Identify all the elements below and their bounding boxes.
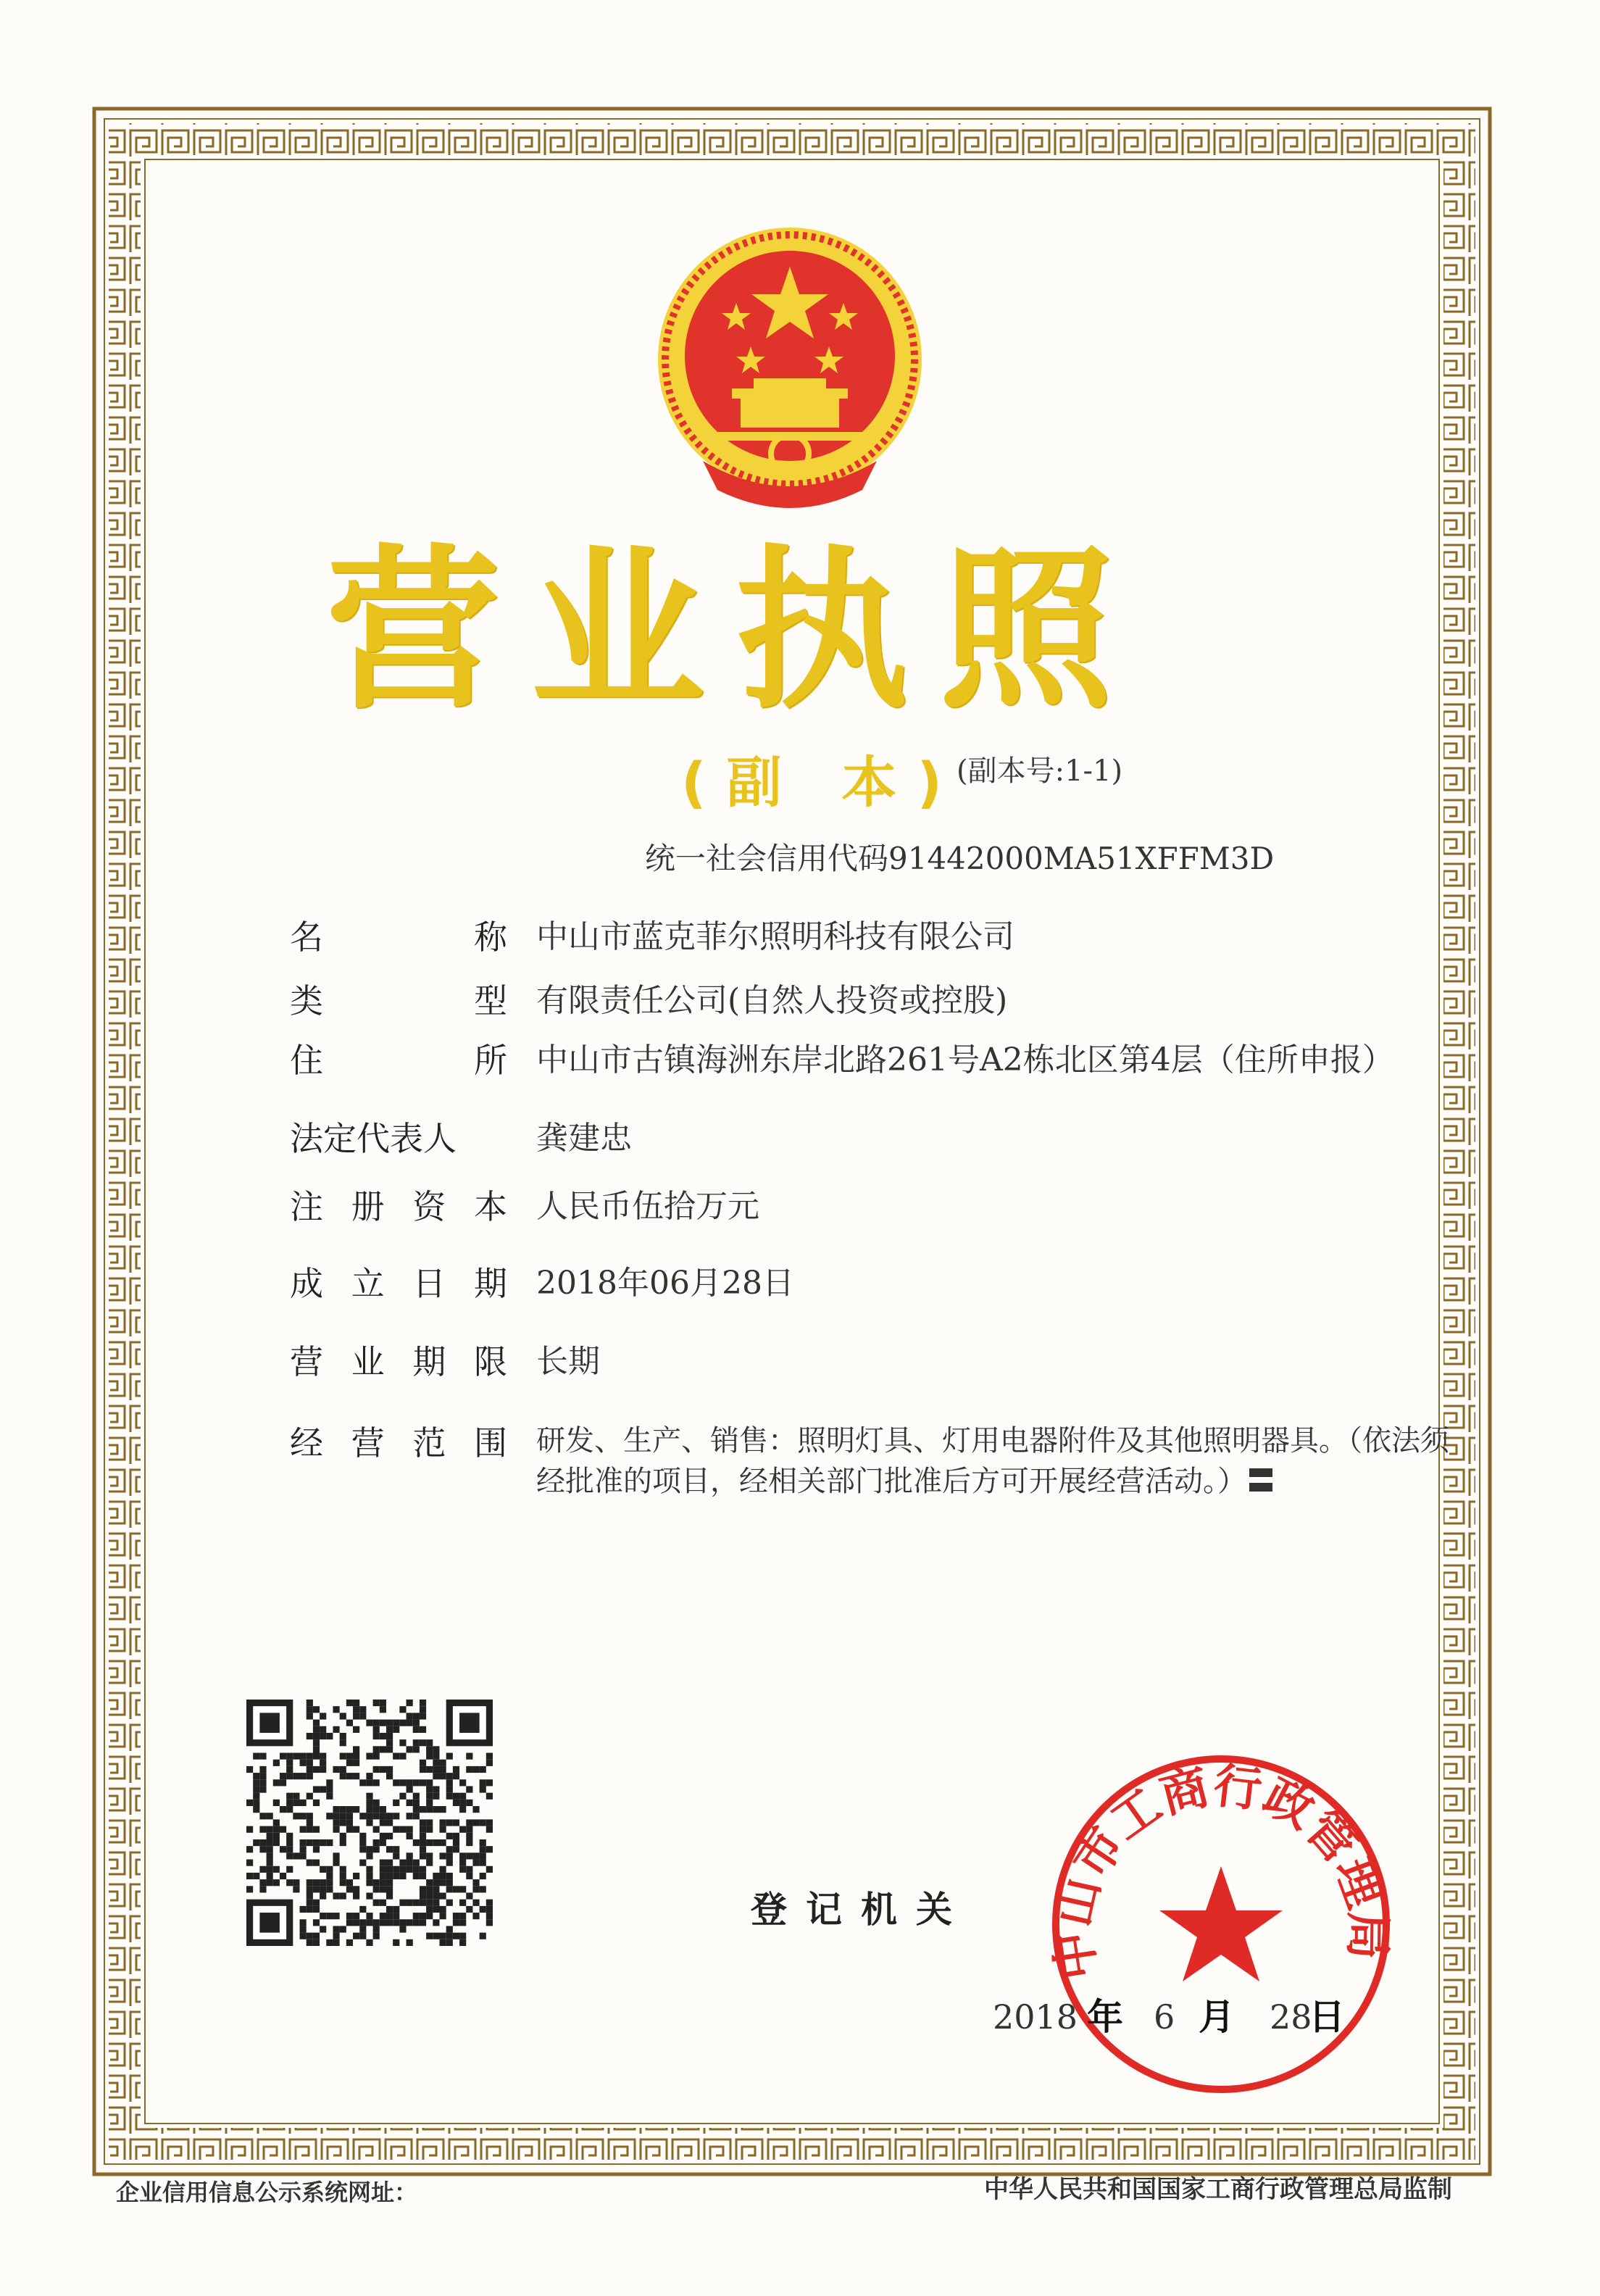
field-value: 人民币伍拾万元 (536, 1188, 759, 1225)
field-label: 注 册 资 本 (290, 1187, 507, 1226)
field-value: 2018年06月28日 (536, 1265, 794, 1302)
field-value: 有限责任公司(自然人投资或控股) (536, 982, 1008, 1019)
date-day-unit: 日 (1309, 1996, 1345, 2038)
footer-website-label: 企业信用信息公示系统网址： (116, 2179, 418, 2206)
official-seal-icon (1043, 1747, 1399, 2102)
field-label: 成 立 日 期 (290, 1264, 507, 1303)
credit-code-label: 统一社会信用代码 (645, 841, 889, 876)
certificate-subtitle: (副 本) (681, 750, 962, 815)
date-year: 2018 (993, 1997, 1078, 2037)
footer-supervisor: 中华人民共和国国家工商行政管理总局监制 (984, 2175, 1452, 2204)
national-emblem-icon (652, 215, 928, 519)
qr-code-icon (246, 1700, 493, 1946)
field-value: 中山市蓝克菲尔照明科技有限公司 (536, 918, 1014, 955)
field-label: 营 业 期 限 (290, 1342, 507, 1381)
field-label: 法定代表人 (290, 1119, 457, 1158)
date-month-unit: 月 (1199, 1996, 1235, 2038)
field-label: 经 营 范 围 (290, 1423, 507, 1463)
field-value: 研发、生产、销售：照明灯具、灯用电器附件及其他照明器具。（依法须经批准的项目，经相关部门批准后方可开展经营活动。）〓 (536, 1424, 1449, 1498)
field-label: 类 型 (290, 981, 507, 1020)
field-value: 中山市古镇海洲东岸北路261号A2栋北区第4层（住所申报） (536, 1041, 1394, 1078)
field-label: 住 所 (290, 1041, 507, 1080)
field-value: 龚建忠 (536, 1120, 632, 1157)
field-value: 长期 (536, 1343, 600, 1380)
registration-authority-label: 登记机关 (751, 1889, 971, 1931)
certificate-title: 营业执照 (326, 529, 1143, 732)
copy-number: (副本号:1-1) (957, 754, 1123, 788)
field-label: 名 称 (290, 918, 507, 957)
seal-text: 中山市工商行政管理局 (1044, 1757, 1396, 1984)
credit-code-value: 91442000MA51XFFM3D (888, 841, 1275, 876)
date-day: 28 (1270, 1997, 1312, 2037)
date-month: 6 (1154, 1997, 1175, 2037)
date-year-unit: 年 (1087, 1996, 1123, 2038)
credit-code-line (645, 833, 1274, 884)
